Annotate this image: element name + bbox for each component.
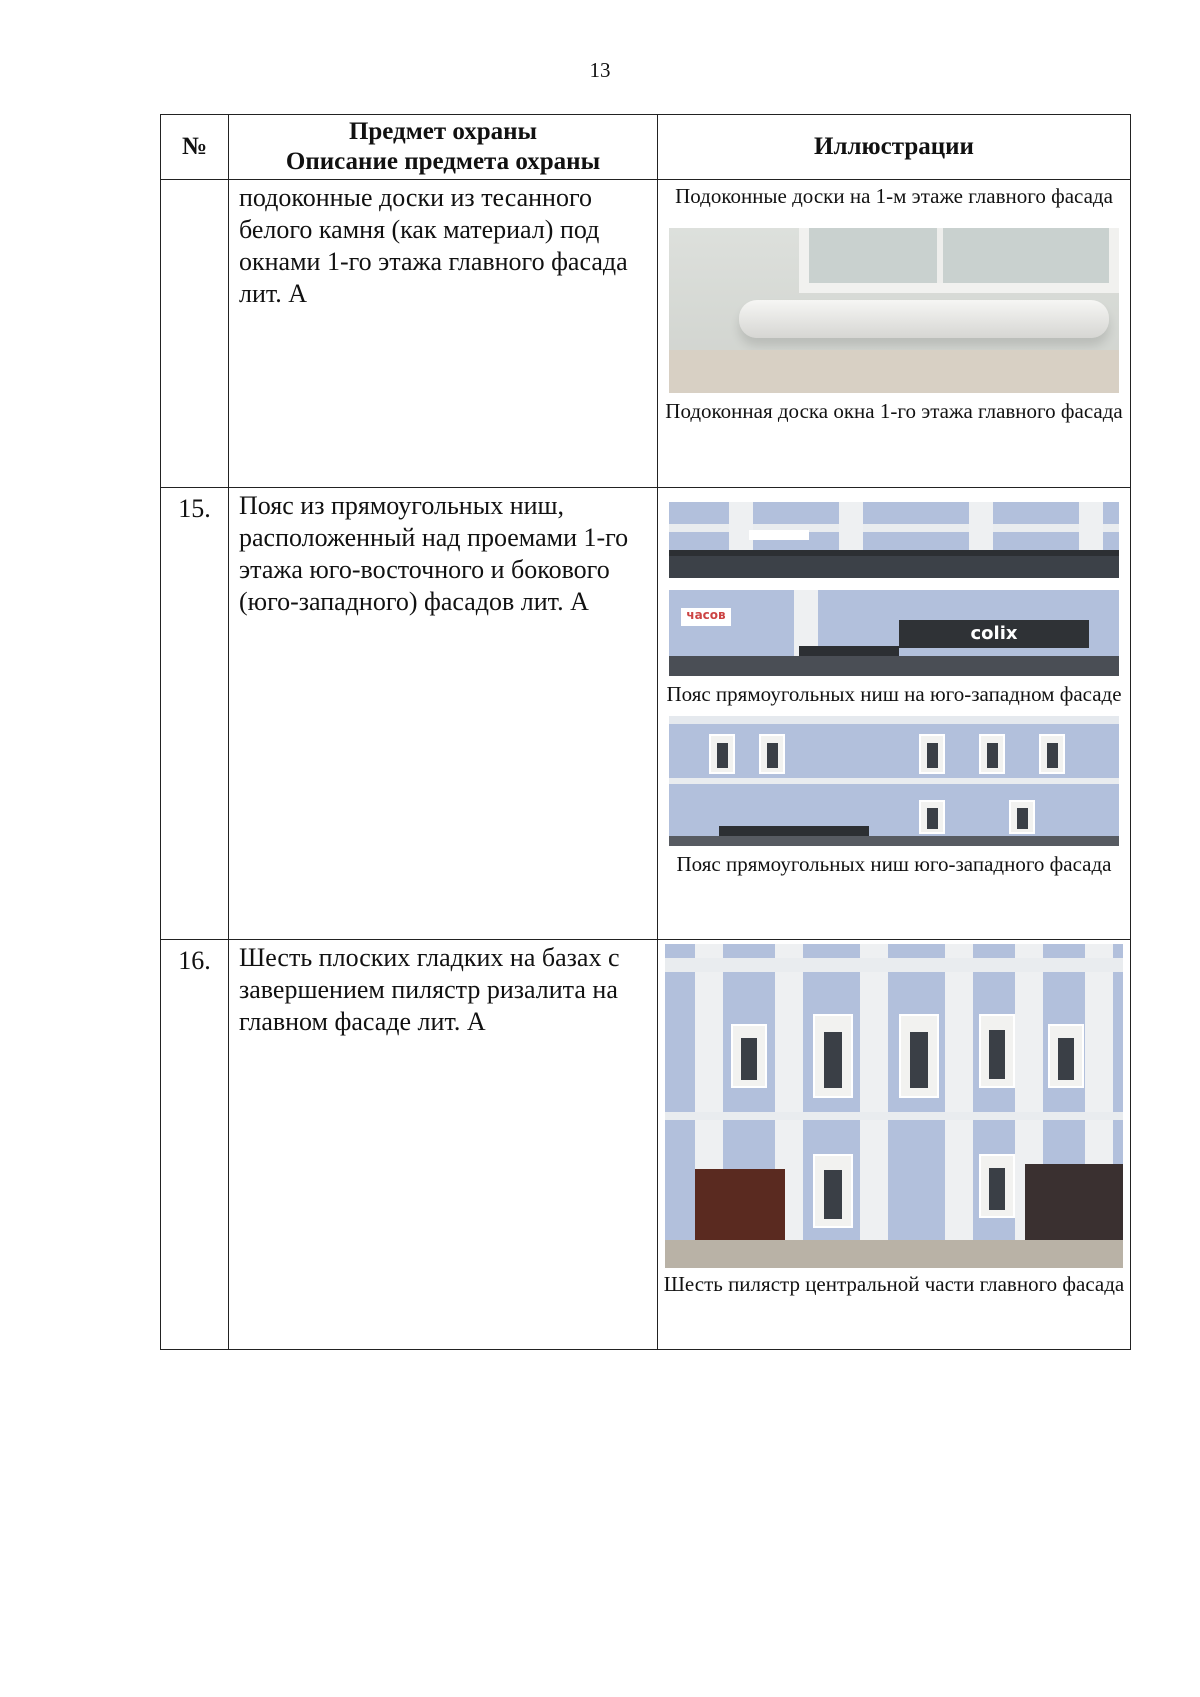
row-illustrations <box>658 488 1131 940</box>
row-description: Шесть плоских гладких на базах с завершением пилястр ризалита на главном фасаде лит. А <box>229 940 658 1350</box>
shop-sign: часов <box>681 608 731 626</box>
corner-facade-photo <box>669 716 1119 846</box>
header-illustrations: Иллюстрации <box>658 115 1131 180</box>
row-number: 15. <box>161 488 229 940</box>
row-description: Пояс из прямоугольных ниш, расположенный над проемами 1-го этажа юго-восточного и бокового (юго-западного) фасадов лит. А <box>229 488 658 940</box>
header-number: № <box>161 115 229 180</box>
header-subject <box>229 115 658 180</box>
main-facade-pilasters-photo <box>665 944 1123 1268</box>
page-number: 13 <box>589 58 611 82</box>
row-number <box>161 180 229 488</box>
protection-table <box>160 114 1131 1350</box>
row-illustrations <box>658 180 1131 488</box>
shop-sign: colix <box>899 620 1089 648</box>
table-row <box>161 180 1131 488</box>
row-number: 16. <box>161 940 229 1350</box>
facade-niches-photo <box>669 590 1119 676</box>
header-subject-line1: Предмет охраны <box>348 118 538 145</box>
row-illustrations <box>658 940 1131 1350</box>
facade-strip-photo <box>669 502 1119 578</box>
illustration-caption: Пояс прямоугольных ниш на юго-западном фасаде <box>666 682 1122 706</box>
illustration-caption: Шесть пилястр центральной части главного фасада <box>663 1272 1125 1296</box>
illustration-caption: Подоконные доски на 1-м этаже главного фасада <box>675 184 1113 208</box>
illustration-caption: Подоконная доска окна 1-го этажа главного фасада <box>665 399 1123 423</box>
illustration-caption: Пояс прямоугольных ниш юго-западного фасада <box>676 852 1112 876</box>
window-sill-photo <box>669 228 1119 393</box>
header-subject-line2: Описание предмета охраны <box>285 148 601 175</box>
row-description: подоконные доски из тесанного белого камня (как материал) под окнами 1-го этажа главного фасада лит. А <box>229 180 658 488</box>
table-row <box>161 940 1131 1350</box>
table-header-row <box>161 115 1131 180</box>
table-row <box>161 488 1131 940</box>
